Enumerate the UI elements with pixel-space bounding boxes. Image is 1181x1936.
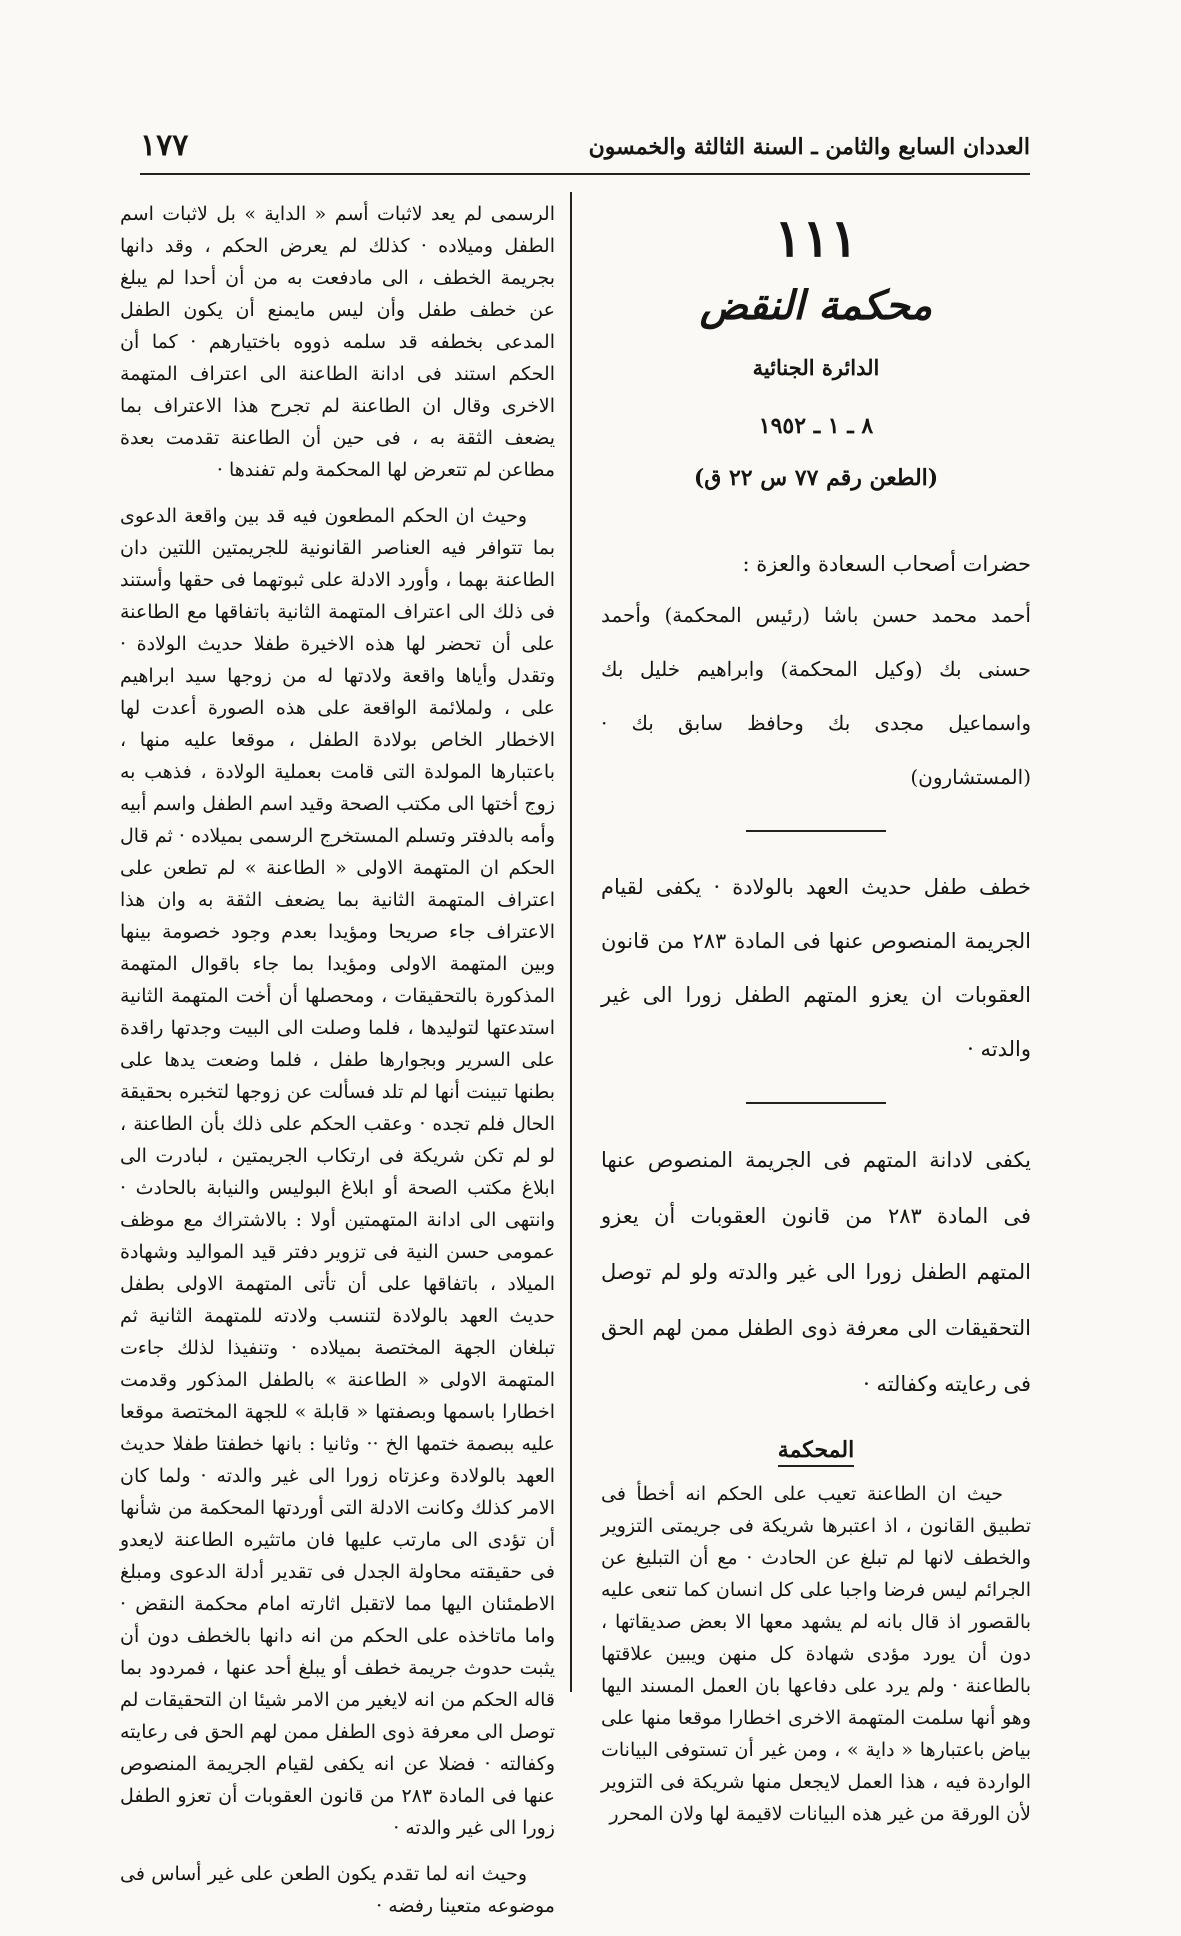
verdict-paragraph: حيث ان الطاعنة تعيب على الحكم انه أخطأ فى تطبيق القانون ، اذ اعتبرها شريكة فى جريمتى التزوير والخطف لانها لم تبلغ عن الحادث · مع أن التبليغ عن الجرائم ليس فرضا واجبا على كل انسان كما تنعى عليه بالقصور اذ قال بانه لم يشهد معها الا بعض صديقاتها ، دون أن يورد مؤدى شهادة كل منهن ويبين علاقتها بالطاعنة · ولم يرد على دفاعها بان العمل المسند اليها وهو أنها سلمت المتهمة الاخرى اخطارا موقعا منها على بياض باعتبارها « داية » ، ومن غير أن تستوفى البيانات الواردة فيه ، هذا العمل لايجعل منها شريكة فى التزوير لأن الورقة من غير هذه البيانات لاقيمة لها ولان المحرر <box>601 1483 1031 1825</box>
left-paragraph-2: وحيث ان الحكم المطعون فيه قد بين واقعة الدعوى بما تتوافر فيه العناصر القانونية للجريمتين اللتين دان الطاعنة بهما ، وأورد الادلة على ثبوتهما فى حقها وأستند فى ذلك الى اعتراف المتهمة الثانية باتفاقها مع الطاعنة على أن تحضر لها هذه الاخيرة طفلا حديث الولادة · وتقدل وأياها واقعة ولادتها له من زوجها سيد ابراهيم على ، ولملائمة الواقعة على هذه الصورة أعدت لها الاخطار الخاص بولادة الطفل ، موقعا عليه منها ، باعتبارها المولدة التى قامت بعملية الولادة ، فذهب به زوج أختها الى مكتب الصحة وقيد اسم الطفل واسم أبيه وأمه بالدفتر وتسلم المستخرج الرسمى بميلاده · ثم قال الحكم ان المتهمة الاولى « الطاعنة » لم تطعن على اعتراف المتهمة الثانية بما يضعف الثقة به وان هذا الاعتراف جاء صريحا ومؤيدا بعدم وجود خصومة بينها وبين المتهمة الاولى ومؤيدا بما جاء باقوال المتهمة المذكورة بالتحقيقات ، ومحصلها أن أخت المتهمة الثانية استدعتها لتوليدها ، فلما وصلت الى البيت وجدتها راقدة على السرير وبجوارها طفل ، فلما وضعت يدها على بطنها تبينت أنها لم تلد فسألت عن زوجها لتخبره بحقيقة الحال فلم تجده · وعقب الحكم على ذلك بأن الطاعنة ، لو لم تكن شريكة فى ارتكاب الجريمتين ، لبادرت الى ابلاغ مكتب الصحة أو ابلاغ البوليس والنيابة بالحادث · وانتهى الى ادانة المتهمتين أولا : بالاشتراك مع موظف عمومى حسن النية فى تزوير دفتر قيد المواليد وشهادة الميلاد ، باتفاقها على أن تأتى المتهمة الاولى بطفل حديث العهد بالولادة لتنسب ولادته للمتهمة الثانية ثم تبلغان الجهة المختصة بميلاده · وتنفيذا لذلك جاءت المتهمة الاولى « الطاعنة » بالطفل المذكور وقدمت اخطارا باسمها وبصفتها « قابلة » للجهة المختصة موقعا عليه ببصمة ختمها الخ ·· وثانيا : بانها خطفتا طفلا حديث العهد بالولادة وعزتاه زورا الى غير والدته · ولما كان الامر كذلك وكانت الادلة التى أوردتها المحكمة من شأنها أن تؤدى الى مارتب عليها فان ماتثيره الطاعنة لايعدو فى حقيقته محاولة الجدل فى تقدير أدلة الدعوى ومبلغ الاطمئنان اليها مما لاتقبل اثارته امام محكمة النقض · واما ماتاخذه على الحكم من انه دانها بالخطف دون أن يثبت حدوث جريمة خطف أو يبلغ أحد عنها ، فمردود بما قاله الحكم من انه لايغير من الامر شيئا ان التحقيقات لم توصل الى معرفة ذوى الطفل ممن لهم الحق فى رعايته وكفالته · فضلا عن انه يكفى لقيام الجريمة المنصوص عنها فى المادة ٢٨٣ من قانون العقوبات أن تعزو الطفل زورا الى غير والدته · <box>120 505 555 1839</box>
case-number: ١١١ <box>774 208 858 269</box>
judges-label: حضرات أصحاب السعادة والعزة : <box>742 552 1031 576</box>
appeal-number: (الطعن رقم ٧٧ س ٢٢ ق) <box>693 465 939 491</box>
left-paragraph-1: الرسمى لم يعد لاثبات أسم « الداية » بل لاثبات اسم الطفل وميلاده · كذلك لم يعرض الحكم ، وقد دانها بجريمة الخطف ، الى مادفعت به من أن أحدا لم يبلغ عن خطف طفل وأن ليس مايمنع أن يكون الطفل المدعى بخطفه قد سلمه ذووه باختيارهم · كما أن الحكم استند فى ادانة الطاعنة الى اعتراف المتهمة الاخرى وقال ان الطاعنة لم تجرح هذا الاعتراف بما يضعف الثقة به ، فى حين أن الطاعنة تقدمت بعدة مطاعن لم تتعرض لها المحكمة ولم تفندها · <box>120 203 555 481</box>
page-header <box>140 128 1030 178</box>
right-column <box>601 200 1031 1844</box>
left-paragraph-3: وحيث انه لما تقدم يكون الطعن على غير أساس فى موضوعه متعينا رفضه · <box>120 1863 555 1917</box>
case-summary: خطف طفل حديث العهد بالولادة · يكفى لقيام الجريمة المنصوص عنها فى المادة ٢٨٣ من قانون العقوبات ان يعزو المتهم الطفل زورا الى غير والدته · <box>601 875 1031 1061</box>
left-column <box>120 198 555 1936</box>
header-rule <box>140 173 1030 175</box>
case-date: ٨ ـ ١ ـ ١٩٥٢ <box>758 413 874 439</box>
legal-principle: يكفى لادانة المتهم فى الجريمة المنصوص عنها فى المادة ٢٨٣ من قانون العقوبات أن يعزو المتهم الطفل زورا الى غير والدته ولو لم توصل التحقيقات الى معرفة ذوى الطفل ممن لهم الحق فى رعايته وكفالته · <box>601 1148 1031 1396</box>
section-separator <box>746 1102 886 1104</box>
section-separator <box>746 830 886 832</box>
verdict-heading: المحكمة <box>601 1434 1031 1466</box>
column-divider <box>570 192 572 1692</box>
court-name: محكمة النقض <box>699 282 933 329</box>
judges-list: أحمد محمد حسن باشا (رئيس المحكمة) وأحمد حسنى بك (وكيل المحكمة) وابراهيم خليل بك واسماعيل مجدى بك وحافظ سابق بك · (المستشارون) <box>601 603 1031 789</box>
journal-issue-title: العددان السابع والثامن ـ السنة الثالثة والخمسون <box>588 134 1030 160</box>
page-number: ١٧٧ <box>140 128 189 163</box>
circuit-name: الدائرة الجنائية <box>752 355 880 380</box>
